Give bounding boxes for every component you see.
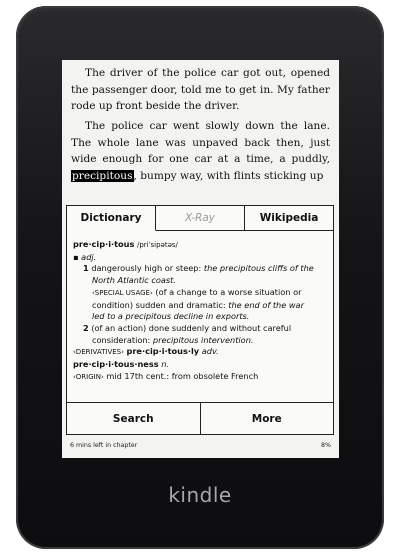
reading-status-bar (70, 442, 331, 454)
part-of-speech: adj. (81, 251, 97, 262)
more-button[interactable]: More (251, 413, 282, 425)
special-usage-line-c: led to a precipitous decline in exports. (92, 311, 250, 322)
origin-line: ‹ORIGIN› mid 17th cent.: from obsolete French (73, 370, 259, 381)
derivatives-line-2: pre·cip·i·tous·ness n. (73, 359, 169, 370)
search-button[interactable]: Search (67, 403, 201, 435)
time-left-in-chapter: 6 mins left in chapter (70, 442, 138, 449)
dictionary-popup (66, 205, 334, 435)
popup-actions (67, 402, 333, 435)
selected-word-highlight[interactable]: precipitous (72, 169, 133, 182)
dictionary-entry (73, 239, 329, 383)
tab-wikipedia[interactable]: Wikipedia (259, 212, 319, 224)
derivatives-line-1: ‹DERIVATIVES› pre·cip·i·tous·ly adv. (73, 346, 219, 357)
book-paragraph-1: The driver of the police car got out, opened the passenger door, told me to get in. My father rode up front beside the driver. (71, 67, 330, 112)
kindle-logo: kindle (168, 483, 232, 507)
headword: pre·cip·i·tous (73, 239, 135, 249)
special-usage-line-a: ‹SPECIAL USAGE› (of a change to a worse situation or (92, 286, 302, 297)
sense-2-line-a: 2 (of an action) done suddenly and without careful (83, 322, 292, 333)
bullet-icon: ▪ (73, 251, 79, 262)
sense-1-line-a: 1 dangerously high or steep: the precipitous cliffs of the (83, 263, 314, 274)
para2-text-before: The police car went slowly down the lane. The whole lane was unpaved back then, just wide enough for one car at a time, a puddly, (71, 120, 330, 165)
popup-tabs (67, 206, 333, 231)
sense-1-line-b: North Atlantic coast. (92, 275, 176, 286)
tab-x-ray[interactable]: X-Ray (156, 206, 245, 230)
reader-screen[interactable] (62, 60, 339, 458)
reading-progress: 8% (321, 442, 331, 449)
para2-text-after: , bumpy way, with flints sticking up (133, 169, 324, 182)
book-paragraph-2 (71, 118, 330, 184)
entry-headword-line (73, 239, 329, 252)
entry-pos-line (73, 252, 329, 264)
pronunciation: /priˈsipətəs/ (136, 241, 178, 249)
tab-dictionary[interactable]: Dictionary (67, 206, 156, 231)
special-usage-line-b: condition) sudden and dramatic: the end of the war (92, 299, 304, 310)
sense-2-line-b: consideration: precipitous intervention. (92, 334, 254, 345)
